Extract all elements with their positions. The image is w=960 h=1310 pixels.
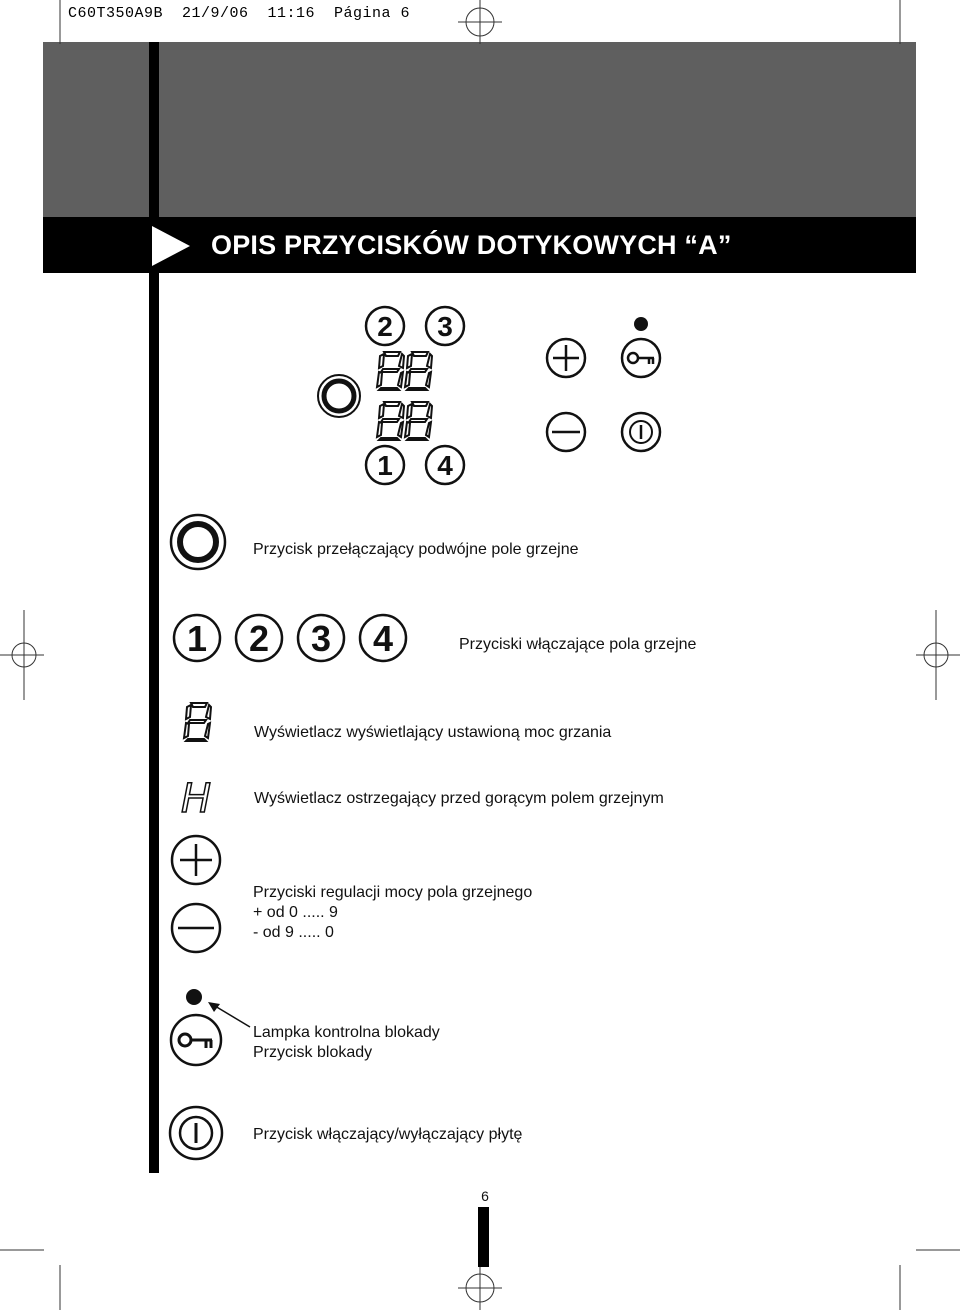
key-lock-button[interactable] — [622, 339, 660, 377]
zone-number-label: 3 — [437, 311, 453, 342]
display-power-label: Wyświetlacz wyświetlający ustawioną moc grzania — [254, 724, 612, 741]
zone-4-button[interactable] — [426, 446, 464, 484]
power-adjust-label — [253, 883, 532, 943]
zone-number-label: 4 — [372, 618, 394, 659]
hot-symbol: H — [180, 776, 212, 822]
power-adjust-line: + od 0 ..... 9 — [253, 904, 338, 921]
zone-number-label: 2 — [248, 618, 270, 659]
zone-number-label: 3 — [310, 618, 332, 659]
power-button[interactable] — [622, 413, 660, 451]
zone-2-button[interactable] — [366, 307, 404, 345]
digit-display-icon — [184, 703, 211, 741]
lock-button-label: Przycisk blokady — [253, 1044, 373, 1061]
legend-minus-icon — [172, 904, 220, 952]
legend-plus-icon — [172, 836, 220, 884]
zone-number-icons — [174, 615, 406, 661]
zone-number-label: 4 — [437, 450, 453, 481]
hot-warning-display-icon — [181, 776, 211, 822]
lock-label — [253, 1023, 440, 1063]
power-adjust-line: - od 9 ..... 0 — [253, 924, 334, 941]
zone-number-label: 2 — [377, 311, 393, 342]
print-header: C60T350A9B 21/9/06 11:16 Página 6 — [68, 5, 411, 22]
plus-button[interactable] — [547, 339, 585, 377]
legend-lock-lamp-icon — [186, 989, 202, 1005]
zone-1-button[interactable] — [366, 446, 404, 484]
zone-number-label: 1 — [377, 450, 393, 481]
legend-power-icon — [170, 1107, 222, 1159]
zone-3-button[interactable] — [426, 307, 464, 345]
dual-zone-icon — [171, 515, 225, 569]
display-hot-label: Wyświetlacz ostrzegający przed gorącym polem grzejnym — [254, 790, 664, 807]
dual-zone-button-icon — [318, 375, 360, 417]
dual-zone-label: Przycisk przełączający podwójne pole grzejne — [253, 541, 579, 558]
page-number-rule — [478, 1207, 489, 1267]
page-number: 6 — [481, 1188, 489, 1204]
zone-buttons-label: Przyciski włączające pola grzejne — [459, 636, 697, 653]
pointer-arrowhead — [208, 1002, 220, 1012]
page-title: OPIS PRZYCISKÓW DOTYKOWYCH “A” — [211, 230, 732, 260]
legend-key-icon — [171, 1015, 221, 1065]
minus-button[interactable] — [547, 413, 585, 451]
lock-lamp-indicator — [634, 317, 648, 331]
zone-number-label: 1 — [186, 618, 208, 659]
control-panel — [318, 307, 660, 484]
on-off-label: Przycisk włączający/wyłączający płytę — [253, 1126, 523, 1143]
lock-lamp-label: Lampka kontrolna blokady — [253, 1024, 440, 1041]
seven-segment-display — [377, 352, 432, 440]
power-adjust-line: Przyciski regulacji mocy pola grzejnego — [253, 884, 533, 901]
